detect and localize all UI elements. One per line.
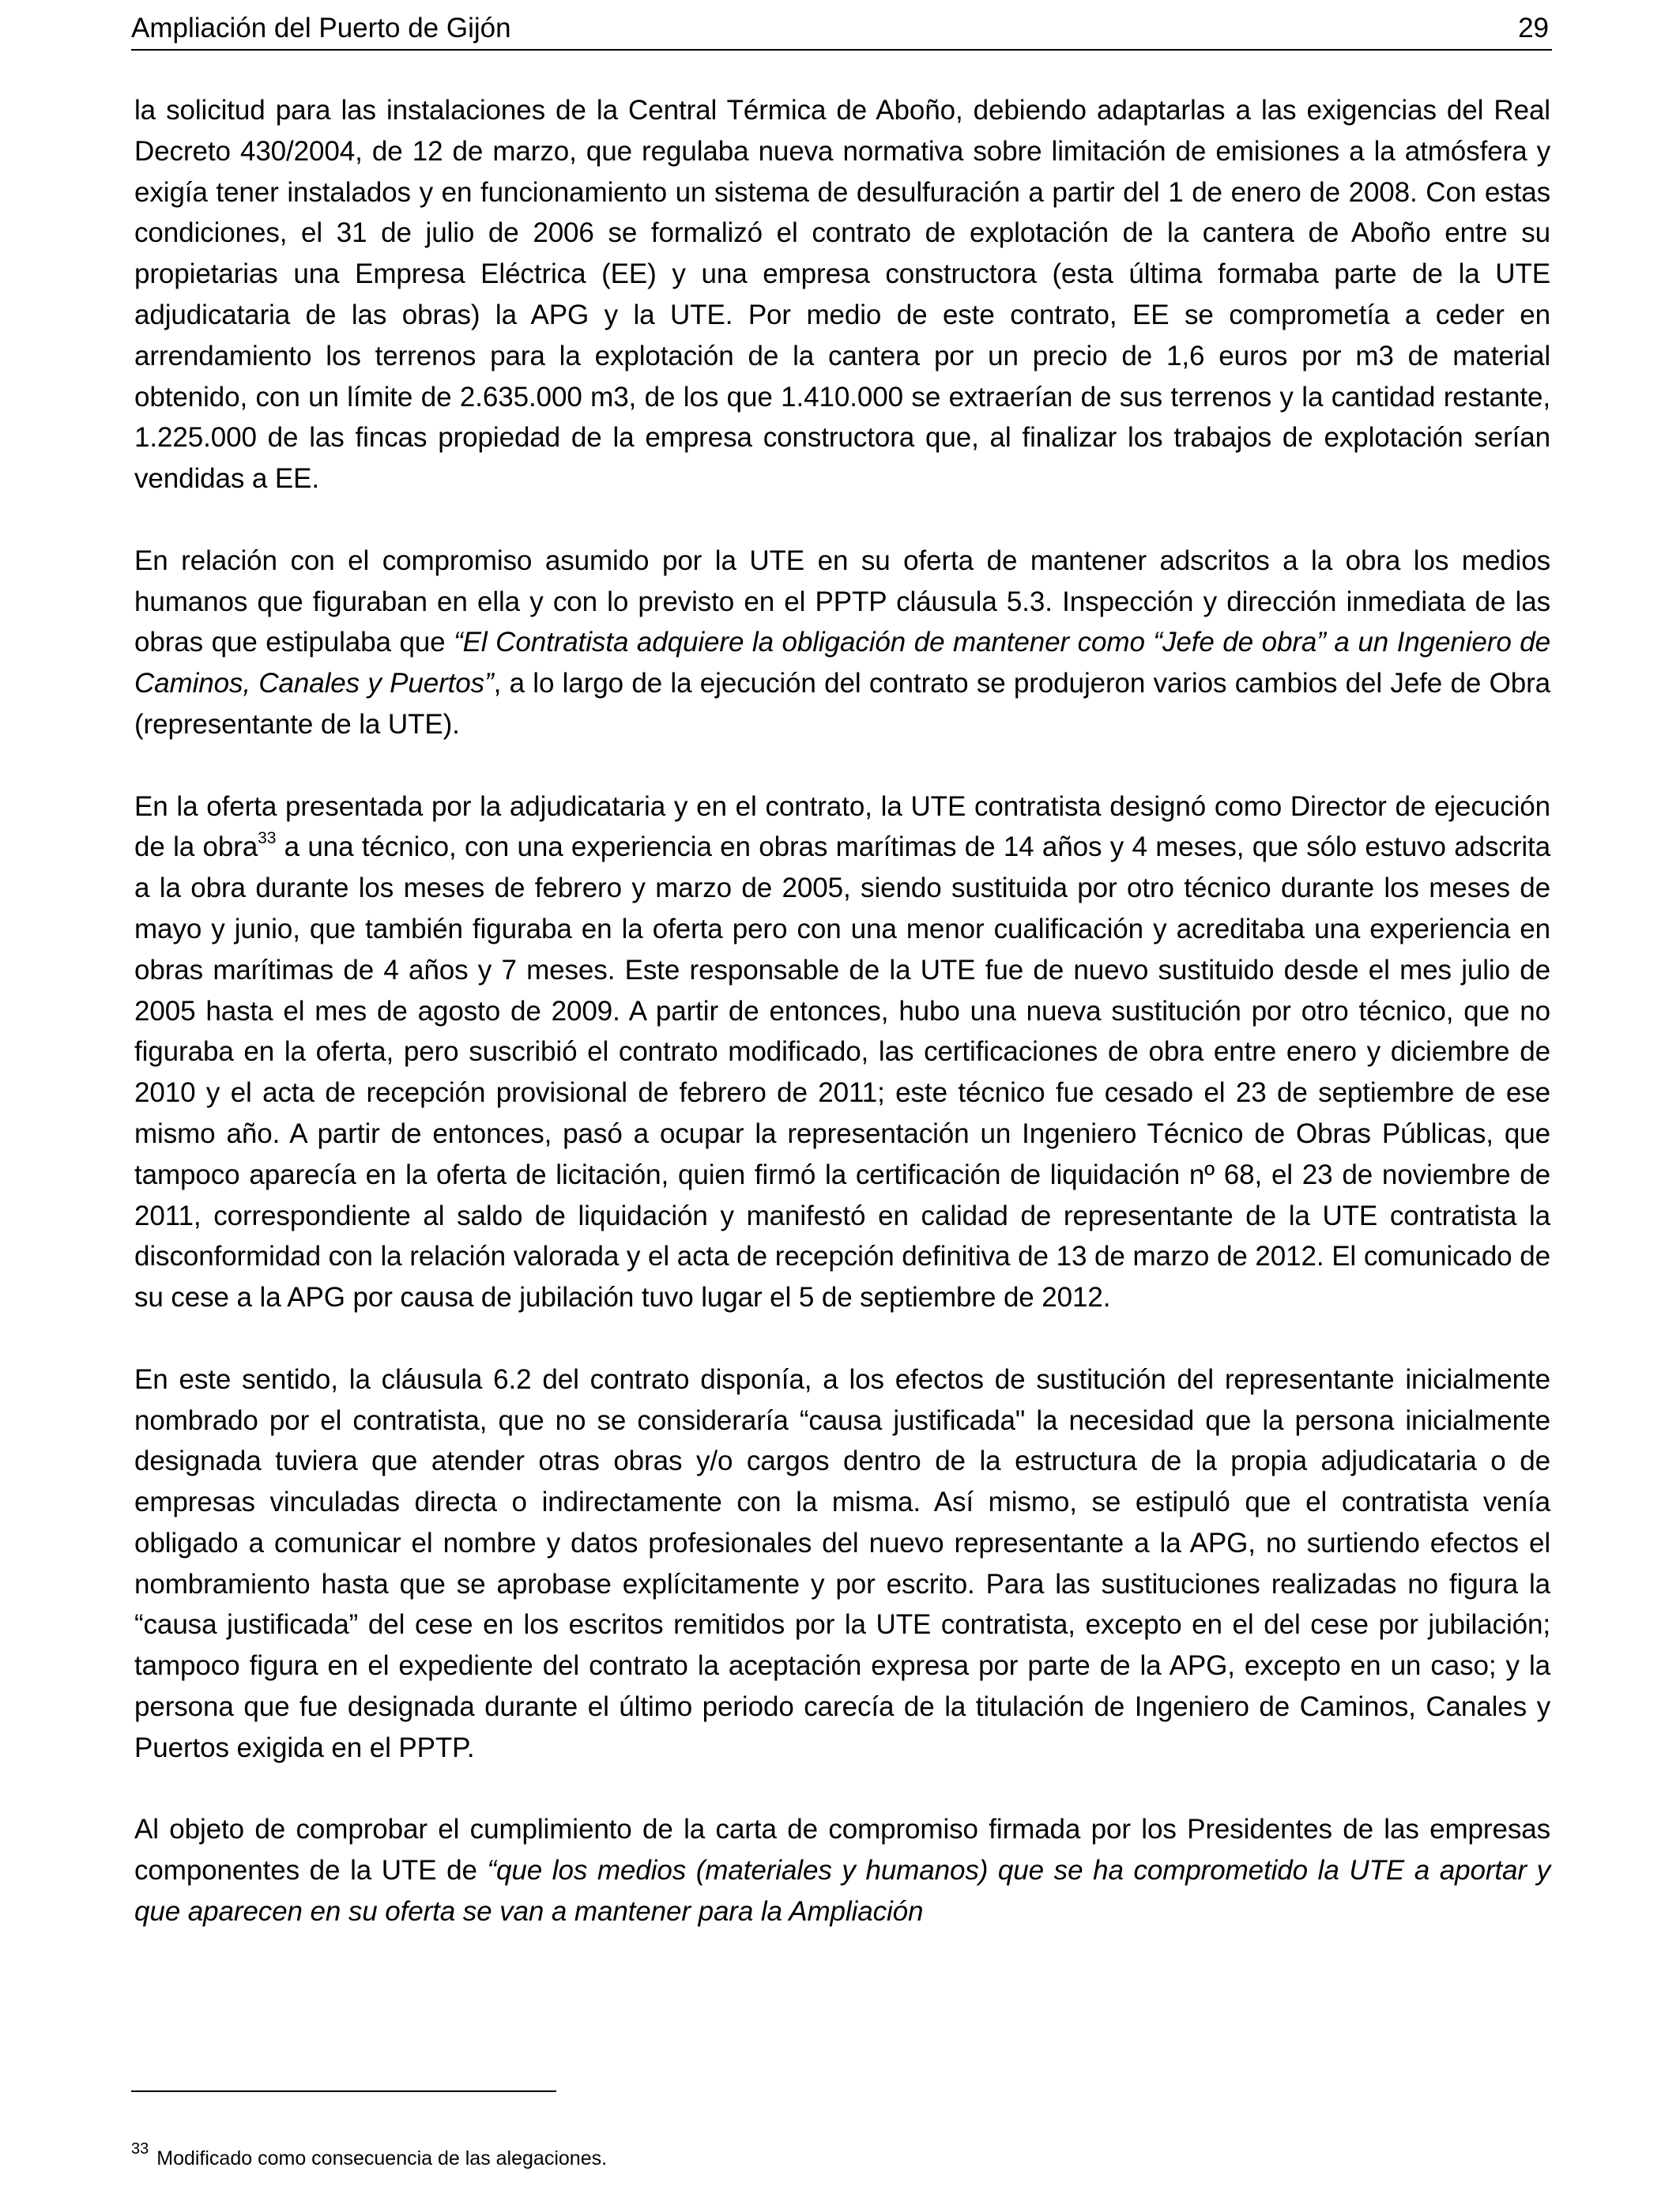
page-header [131, 8, 1552, 51]
paragraph-quote: “que los medios (materiales y humanos) que se ha comprometido la UTE a aportar y que aparecen en su oferta se van a mantener para la Ampliación [134, 1855, 1550, 1928]
footnote-number: 33 [131, 2140, 149, 2158]
document-title: Ampliación del Puerto de Gijón [131, 13, 511, 43]
footnote-separator [131, 2090, 556, 2092]
page-number: 29 [1518, 13, 1549, 43]
paragraph-text: la solicitud para las instalaciones de la Central Térmica de Aboño, debiendo adaptarlas a las exigencias del Real Decreto 430/2004, de 12 de marzo, que regulaba nueva normativa sobre limitación de emisiones a la atmósfera y exigía tener instalados y en funcionamiento un sistema de desulfuración a partir del 1 de enero de 2008. Con estas condiciones, el 31 de julio de 2006 se formalizó el contrato de explotación de la cantera de Aboño entre su propietarias una Empresa Eléctrica (EE) y una empresa constructora (esta última formaba parte de la UTE adjudicataria de las obras) la APG y la UTE. Por medio de este contrato, EE se comprometía a ceder en arrendamiento los terrenos para la explotación de la cantera por un precio de 1,6 euros por m3 de material obtenido, con un límite de 2.635.000 m3, de los que 1.410.000 se extraerían de sus terrenos y la cantidad restante, 1.225.000 de las fincas propiedad de la empresa constructora que, al finalizar los trabajos de explotación serían vendidas a EE. [134, 95, 1550, 495]
footnote-reference[interactable]: 33 [258, 829, 277, 848]
paragraph-text: , a lo largo de la ejecución del contrato se produjeron varios cambios del Jefe de Obra (representante de la UTE). [134, 668, 1550, 740]
footnote-text: Modificado como consecuencia de las alegaciones. [156, 2147, 608, 2169]
paragraph-text: En la oferta presentada por la adjudicataria y en el contrato, la UTE contratista designó como Director de ejecución de la obra [134, 790, 1550, 863]
document-body [134, 90, 1550, 1932]
paragraph-1 [134, 90, 1550, 499]
paragraph-text: Al objeto de comprobar el cumplimiento de la carta de compromiso firmada por los Presidentes de las empresas componentes de la UTE de [134, 1814, 1550, 1887]
paragraph-text: En este sentido, la cláusula 6.2 del contrato disponía, a los efectos de sustitución del representante inicialmente nombrado por el contratista, que no se consideraría “causa justificada" la necesidad que la persona inicialmente designada tuviera que atender otras obras y/o cargos dentro de la estructura de la propia adjudicataria o de empresas vinculadas directa o indirectamente con la misma. Así mismo, se estipuló que el contratista venía obligado a comunicar el nombre y datos profesionales del nuevo representante a la APG, no surtiendo efectos el nombramiento hasta que se aprobase explícitamente y por escrito. Para las sustituciones realizadas no figura la “causa justificada” del cese en los escritos remitidos por la UTE contratista, excepto en el del cese por jubilación; tampoco figura en el expediente del contrato la aceptación expresa por parte de la APG, excepto en un caso; y la persona que fue designada durante el último periodo carecía de la titulación de Ingeniero de Caminos, Canales y Puertos exigida en el PPTP. [134, 1363, 1550, 1763]
paragraph-5 [134, 1809, 1550, 1932]
paragraph-4 [134, 1359, 1550, 1769]
paragraph-2 [134, 541, 1550, 745]
paragraph-text: En relación con el compromiso asumido por la UTE en su oferta de mantener adscritos a la obra los medios humanos que figuraban en ella y con lo previsto en el PPTP cláusula 5.3. Inspección y dirección inmediata de las obras que estipulaba que [134, 545, 1550, 658]
footnote [131, 2140, 921, 2170]
paragraph-quote: “El Contratista adquiere la obligación de mantener como “Jefe de obra” a un Ingeniero de Caminos, Canales y Puertos” [134, 627, 1550, 699]
paragraph-text: a una técnico, con una experiencia en obras marítimas de 14 años y 4 meses, que sólo estuvo adscrita a la obra durante los meses de febrero y marzo de 2005, siendo sustituida por otro técnico durante los meses de mayo y junio, que también figuraba en la oferta pero con una menor cualificación y acreditaba una experiencia en obras marítimas de 4 años y 7 meses. Este responsable de la UTE fue de nuevo sustituido desde el mes julio de 2005 hasta el mes de agosto de 2009. A partir de entonces, hubo una nueva sustitución por otro técnico, que no figuraba en la oferta, pero suscribió el contrato modificado, las certificaciones de obra entre enero y diciembre de 2010 y el acta de recepción provisional de febrero de 2011; este técnico fue cesado el 23 de septiembre de ese mismo año. A partir de entonces, pasó a ocupar la representación un Ingeniero Técnico de Obras Públicas, que tampoco aparecía en la oferta de licitación, quien firmó la certificación de liquidación nº 68, el 23 de noviembre de 2011, correspondiente al saldo de liquidación y manifestó en calidad de representante de la UTE contratista la disconformidad con la relación valorada y el acta de recepción definitiva de 13 de marzo de 2012. El comunicado de su cese a la APG por causa de jubilación tuvo lugar el 5 de septiembre de 2012. [134, 831, 1550, 1314]
paragraph-3 [134, 786, 1550, 1318]
